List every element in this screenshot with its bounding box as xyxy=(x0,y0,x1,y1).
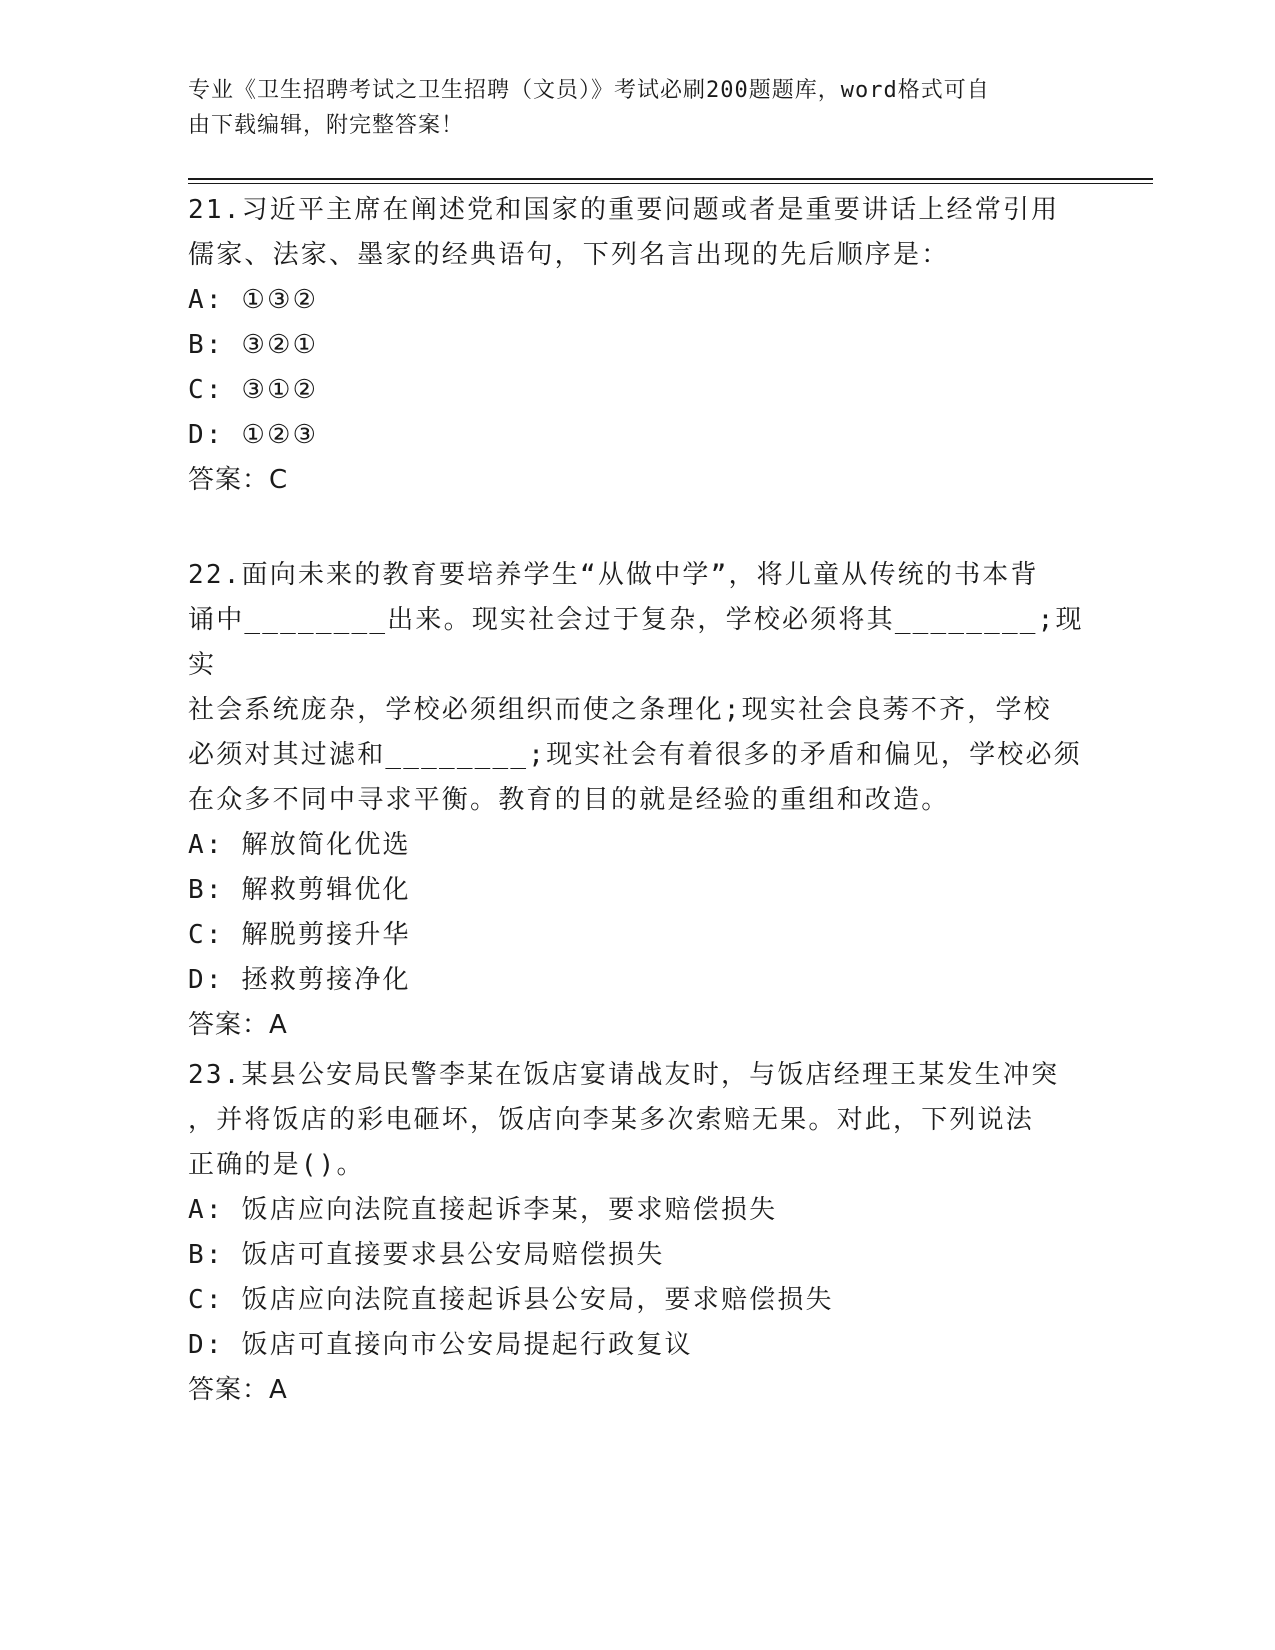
option-d: D: ①②③ xyxy=(188,420,319,450)
option-c: C: 解脱剪接升华 xyxy=(188,920,411,950)
answer-text: 答案：A xyxy=(188,1010,288,1040)
option-a: A: 饭店应向法院直接起诉李某，要求赔偿损失 xyxy=(188,1195,778,1225)
question-stem-line: 儒家、法家、墨家的经典语句，下列名言出现的先后顺序是： xyxy=(188,240,950,270)
option-a: A: 解放简化优选 xyxy=(188,830,411,860)
question-stem-line: 必须对其过滤和________;现实社会有着很多的矛盾和偏见，学校必须 xyxy=(188,740,1082,770)
question-stem-line: 诵中________出来。现实社会过于复杂，学校必须将其________;现实 xyxy=(188,605,1084,680)
option-b: B: 饭店可直接要求县公安局赔偿损失 xyxy=(188,1240,665,1270)
option-c: C: ③①② xyxy=(188,375,319,405)
question-21 xyxy=(188,188,1088,503)
question-stem-line: 社会系统庞杂，学校必须组织而使之条理化;现实社会良莠不齐，学校 xyxy=(188,695,1052,725)
option-c: C: 饭店应向法院直接起诉县公安局，要求赔偿损失 xyxy=(188,1285,834,1315)
option-d: D: 拯救剪接净化 xyxy=(188,965,411,995)
answer-text: 答案：A xyxy=(188,1375,288,1405)
question-23 xyxy=(188,1053,1088,1413)
document-header xyxy=(188,73,1068,143)
question-stem-line: ，并将饭店的彩电砸坏，饭店向李某多次索赔无果。对此，下列说法 xyxy=(188,1105,1035,1135)
question-stem-line: 在众多不同中寻求平衡。教育的目的就是经验的重组和改造。 xyxy=(188,785,950,815)
question-stem-line: 23.某县公安局民警李某在饭店宴请战友时，与饭店经理王某发生冲突 xyxy=(188,1060,1060,1090)
header-line-2: 由下载编辑，附完整答案！ xyxy=(188,113,465,138)
answer-text: 答案：C xyxy=(188,465,289,495)
option-d: D: 饭店可直接向市公安局提起行政复议 xyxy=(188,1330,693,1360)
option-b: B: 解救剪辑优化 xyxy=(188,875,411,905)
question-stem-line: 22.面向未来的教育要培养学生“从做中学”，将儿童从传统的书本背 xyxy=(188,560,1039,590)
option-b: B: ③②① xyxy=(188,330,319,360)
header-line-1: 专业《卫生招聘考试之卫生招聘（文员）》考试必刷200题题库，word格式可自 xyxy=(188,78,990,103)
header-divider-thin xyxy=(188,183,1153,184)
question-stem-line: 21.习近平主席在阐述党和国家的重要问题或者是重要讲话上经常引用 xyxy=(188,195,1060,225)
question-22 xyxy=(188,553,1088,1048)
header-divider-thick xyxy=(188,178,1153,180)
question-stem-line: 正确的是()。 xyxy=(188,1150,365,1180)
option-a: A: ①③② xyxy=(188,285,319,315)
